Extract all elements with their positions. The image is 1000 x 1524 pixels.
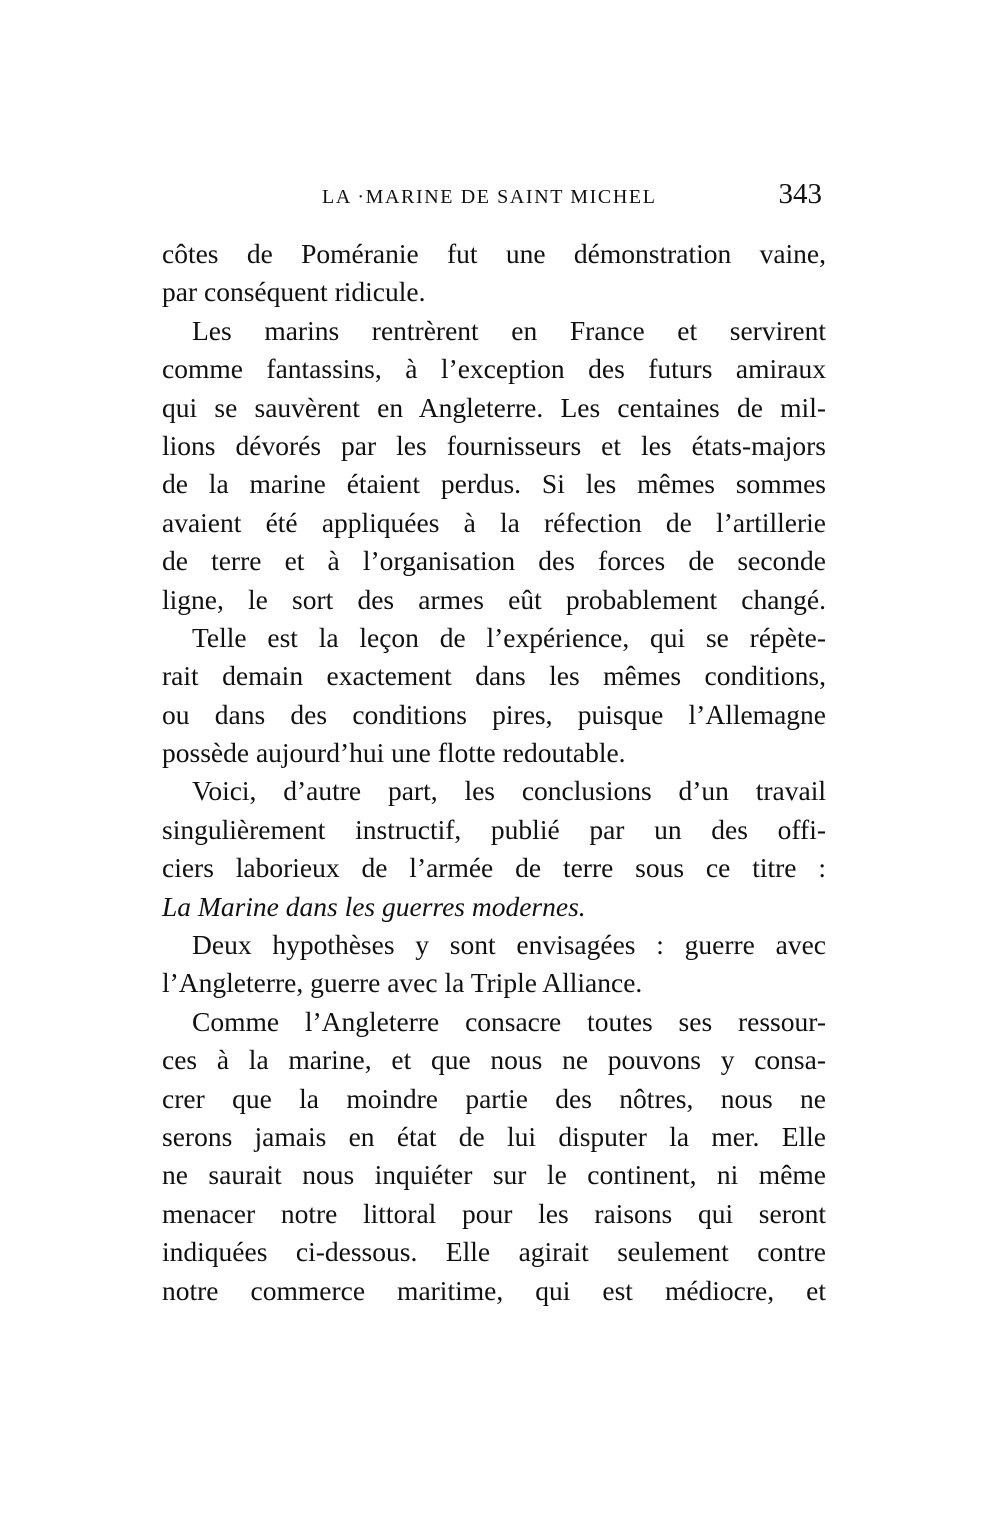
page-number: 343 [778,178,822,210]
text-line: ligne, le sort des armes eût probablement changé. [162,583,826,615]
text-line: possède aujourd’hui une flotte redoutable. [162,737,626,769]
paragraph-first-line: Les marins rentrèrent en France et servirent [192,314,826,346]
paragraph-first-line: Telle est la leçon de l’expérience, qui se répète- [192,621,826,653]
running-head [162,176,826,216]
text-line: notre commerce maritime, qui est médiocre, et [162,1274,826,1306]
paragraph-first-line: Voici, d’autre part, les conclusions d’un travail [192,775,826,807]
text-line: ces à la marine, et que nous ne pouvons y consa- [162,1044,826,1076]
text-line: de terre et à l’organisation des forces de seconde [162,545,826,577]
text-line: ciers laborieux de l’armée de terre sous ce titre : [162,852,826,884]
running-title: LA ·MARINE DE SAINT MICHEL [322,186,657,208]
text-line: serons jamais en état de lui disputer la mer. Elle [162,1120,826,1152]
paragraph-first-line: Deux hypothèses y sont envisagées : guerre avec [192,929,826,961]
text-line: par conséquent ridicule. [162,276,426,308]
text-line: ne saurait nous inquiéter sur le continent, ni même [162,1159,826,1191]
text-line: singulièrement instructif, publié par un des offi- [162,813,826,845]
text-line: rait demain exactement dans les mêmes conditions, [162,660,826,692]
text-line: de la marine étaient perdus. Si les mêmes sommes [162,468,826,500]
text-line: avaient été appliquées à la réfection de l’artillerie [162,506,826,538]
text-line: l’Angleterre, guerre avec la Triple Alliance. [162,967,643,999]
body-text [162,235,826,1310]
paragraph-first-line: Comme l’Angleterre consacre toutes ses ressour- [192,1005,826,1037]
text-line: côtes de Poméranie fut une démonstration vaine, [162,238,826,269]
text-line: qui se sauvèrent en Angleterre. Les centaines de mil- [162,391,826,423]
italic-title-line: La Marine dans les guerres modernes. [162,890,586,922]
text-line: indiquées ci-dessous. Elle agirait seulement contre [162,1236,826,1268]
text-line: lions dévorés par les fournisseurs et les états-majors [162,429,826,461]
text-line: ou dans des conditions pires, puisque l’Allemagne [162,698,826,730]
text-line: comme fantassins, à l’exception des futurs amiraux [162,353,826,385]
text-line: menacer notre littoral pour les raisons qui seront [162,1197,826,1229]
text-line: crer que la moindre partie des nôtres, nous ne [162,1082,826,1114]
